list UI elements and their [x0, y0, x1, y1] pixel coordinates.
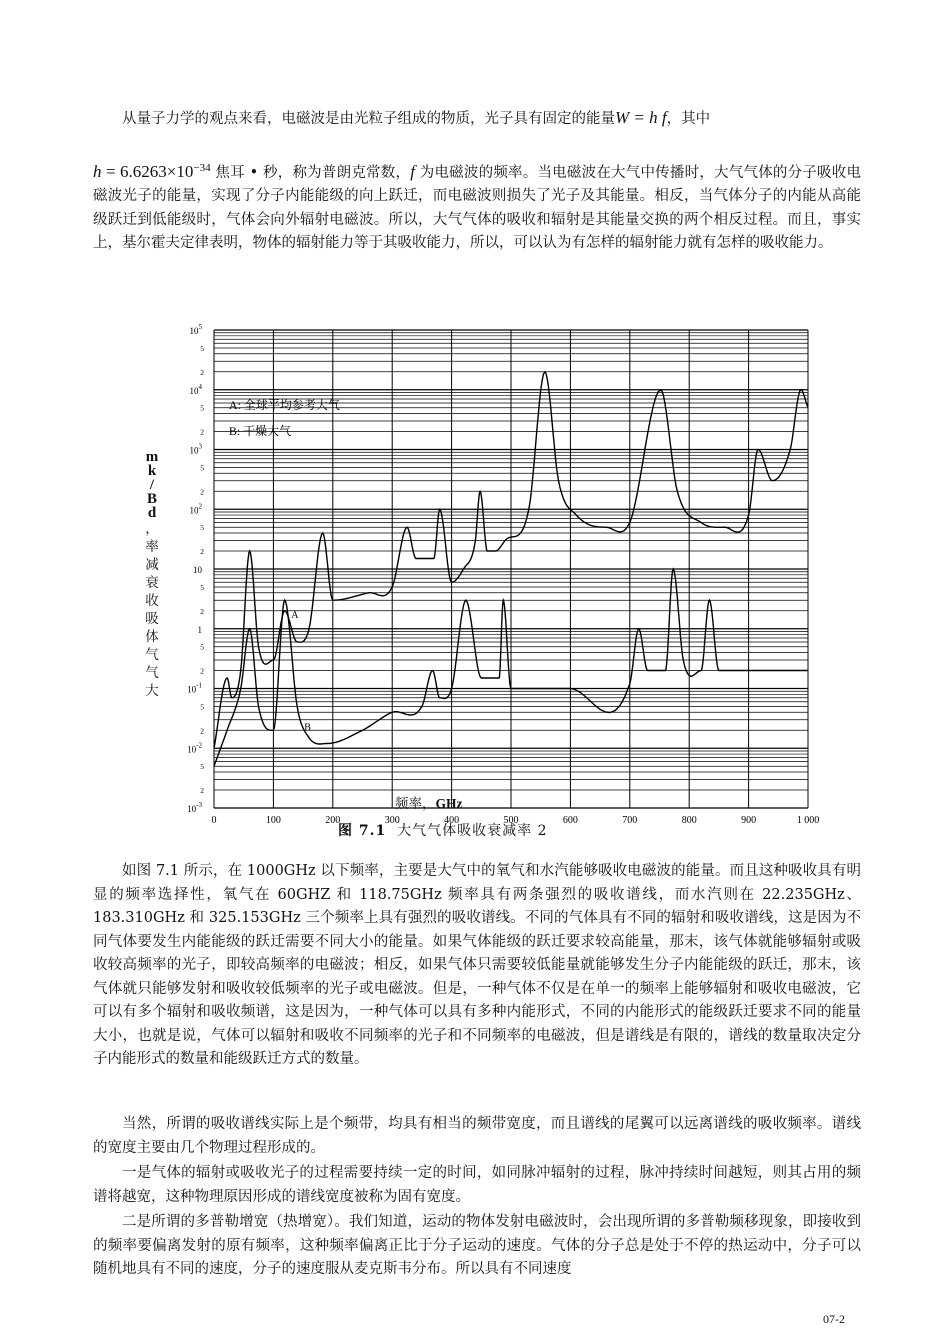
body-paragraph-1: 如图 7.1 所示，在 1000GHz 以下频率，主要是大气中的氧气和水汽能够吸收电磁波的能量。而且这种吸收具有明显的频率选择性，氧气在 60GHZ 和 118.75GHz 频率具有两条强烈的吸收谱线，而水汽则在 22.235GHz、183.310GHz 和 325.153GHz 三个频率上具有强烈的吸收谱线。不同的气体具有不同的辐射和吸收谱线，这是因为不同气体要发生内能能级的跃迁需要不同大小的能量。如果气体能级的跃迁要求较高能量，那末，该气体就能够辐射或吸收较高频率的光子，即较高频率的电磁波；相反，如果气体只需要较低能量就能够发生分子内能能级的跃迁，那末，该气体就只能够发射和吸收较低频率的光子或电磁波。但是，一种气体不仅是在单一的频率上能够辐射和吸收电磁波，它可以有多个辐射和吸收频谱，这是因为，一种气体可以具有多种内能形式，不同的内能形式的能级跃迁要求不同的能量大小，也就是说，气体可以辐射和吸收不同频率的光子和不同频率的电磁波，但是谱线是有限的，谱线的数量取决定分子内能形式的数量和能级跃迁方式的数量。 [93, 863, 861, 1067]
planck-constant-formula: h = 6.6263×10 [93, 161, 194, 181]
chart-x-axis-label: 频率，GHz [395, 796, 463, 812]
figure-number: 图 7.1 [338, 823, 387, 839]
y-minor-tick-label: 2 [200, 726, 204, 736]
x-tick-label: 1 000 [796, 815, 820, 826]
x-tick-label: 800 [681, 815, 697, 826]
y-tick-label: $10^3$ [189, 442, 202, 456]
y-minor-tick-label: 5 [200, 343, 204, 353]
x-tick-label: 700 [622, 815, 638, 826]
legend-entry: B: 干燥大气 [228, 423, 292, 438]
y-tick-label: $10^{-2}$ [187, 741, 202, 755]
x-tick-label: 200 [325, 815, 341, 826]
y-minor-tick-label: 5 [200, 523, 204, 533]
y-tick-label: $10^{-3}$ [187, 801, 202, 814]
chart-y-axis-label: m k / B d ，率减衰收吸体气气大 [145, 449, 159, 699]
x-tick-label: 500 [503, 815, 519, 826]
curve-a-label: A [291, 610, 299, 622]
x-tick-label: 300 [384, 815, 400, 826]
y-minor-tick-label: 2 [200, 367, 204, 377]
x-tick-label: 0 [211, 815, 217, 826]
figure-caption [338, 820, 548, 840]
x-tick-label: 900 [741, 815, 757, 826]
body-paragraph-3: 一是气体的辐射或吸收光子的过程需要持续一定的时间，如同脉冲辐射的过程，脉冲持续时间越短，则其占用的频谱将越宽，这种物理原因形成的谱线宽度被称为固有宽度。 [93, 1165, 861, 1205]
absorption-chart [170, 318, 830, 828]
planck-description: 焦耳 • 秒，称为普朗克常数， [210, 164, 411, 181]
intro-line-1 [93, 106, 861, 132]
body-paragraph-4: 二是所谓的多普勒增宽（热增宽）。我们知道，运动的物体发射电磁波时，会出现所谓的多普勒频移现象，即接收到的频率要偏离发射的原有频率，这种频率偏离正比于分子运动的速度。气体的分子总是处于不停的热运动中，分子可以随机地具有不同的速度，分子的速度服从麦克斯韦分布。所以具有不同速度 [93, 1214, 861, 1277]
y-minor-tick-label: 5 [200, 403, 204, 413]
figure-title: 大气气体吸收衰减率 2 [397, 823, 548, 839]
y-minor-tick-label: 5 [200, 582, 204, 592]
y-minor-tick-label: 5 [200, 463, 204, 473]
planck-exponent: −34 [193, 162, 211, 174]
intro-rest-text: 为电磁波的频率。当电磁波在大气中传播时，大气气体的分子吸收电磁波光子的能量，实现了分子内能能级的向上跃迁，而电磁波则损失了光子及其能量。相反，当气体分子的内能从高能级跃迁到低能级时，气体会向外辐射电磁波。所以，大气气体的吸收和辐射是其能量交换的两个相反过程。而且，事实上，基尔霍夫定律表明，物体的辐射能力等于其吸收能力，所以，可以认为有怎样的辐射能力就有怎样的吸收能力。 [93, 164, 861, 252]
x-tick-label: 100 [265, 815, 281, 826]
y-tick-label: $10^{-1}$ [187, 681, 202, 695]
body-paragraph-2: 当然，所谓的吸收谱线实际上是个频带，均具有相当的频带宽度，而且谱线的尾翼可以远离谱线的吸收频率。谱线的宽度主要由几个物理过程形成的。 [93, 1116, 861, 1156]
y-tick-label: $10^2$ [189, 502, 202, 516]
y-tick-label: 10 [193, 565, 202, 575]
intro-paragraph-body [93, 157, 861, 256]
y-minor-tick-label: 2 [200, 427, 204, 437]
y-minor-tick-label: 2 [200, 666, 204, 676]
legend-entry: A: 全球平均参考大气 [228, 397, 340, 412]
y-minor-tick-label: 2 [200, 606, 204, 616]
x-tick-label: 600 [562, 815, 578, 826]
y-tick-label: $10^5$ [189, 323, 202, 336]
y-minor-tick-label: 2 [200, 786, 204, 796]
y-minor-tick-label: 5 [200, 642, 204, 652]
energy-formula: W = h f [615, 108, 667, 127]
intro-lead-text: 从量子力学的观点来看，电磁波是由光粒子组成的物质，光子具有固定的能量 [122, 111, 615, 127]
frequency-symbol: f [410, 161, 415, 181]
y-minor-tick-label: 5 [200, 702, 204, 712]
y-minor-tick-label: 2 [200, 487, 204, 497]
y-minor-tick-label: 5 [200, 762, 204, 772]
y-tick-label: $10^4$ [189, 382, 202, 396]
intro-tail-text: ，其中 [666, 111, 711, 127]
page-number: 07-2 [823, 1312, 845, 1326]
x-tick-label: 400 [444, 815, 460, 826]
y-minor-tick-label: 2 [200, 547, 204, 557]
y-tick-label: 1 [197, 624, 202, 635]
curve-b-label: B [304, 722, 311, 734]
